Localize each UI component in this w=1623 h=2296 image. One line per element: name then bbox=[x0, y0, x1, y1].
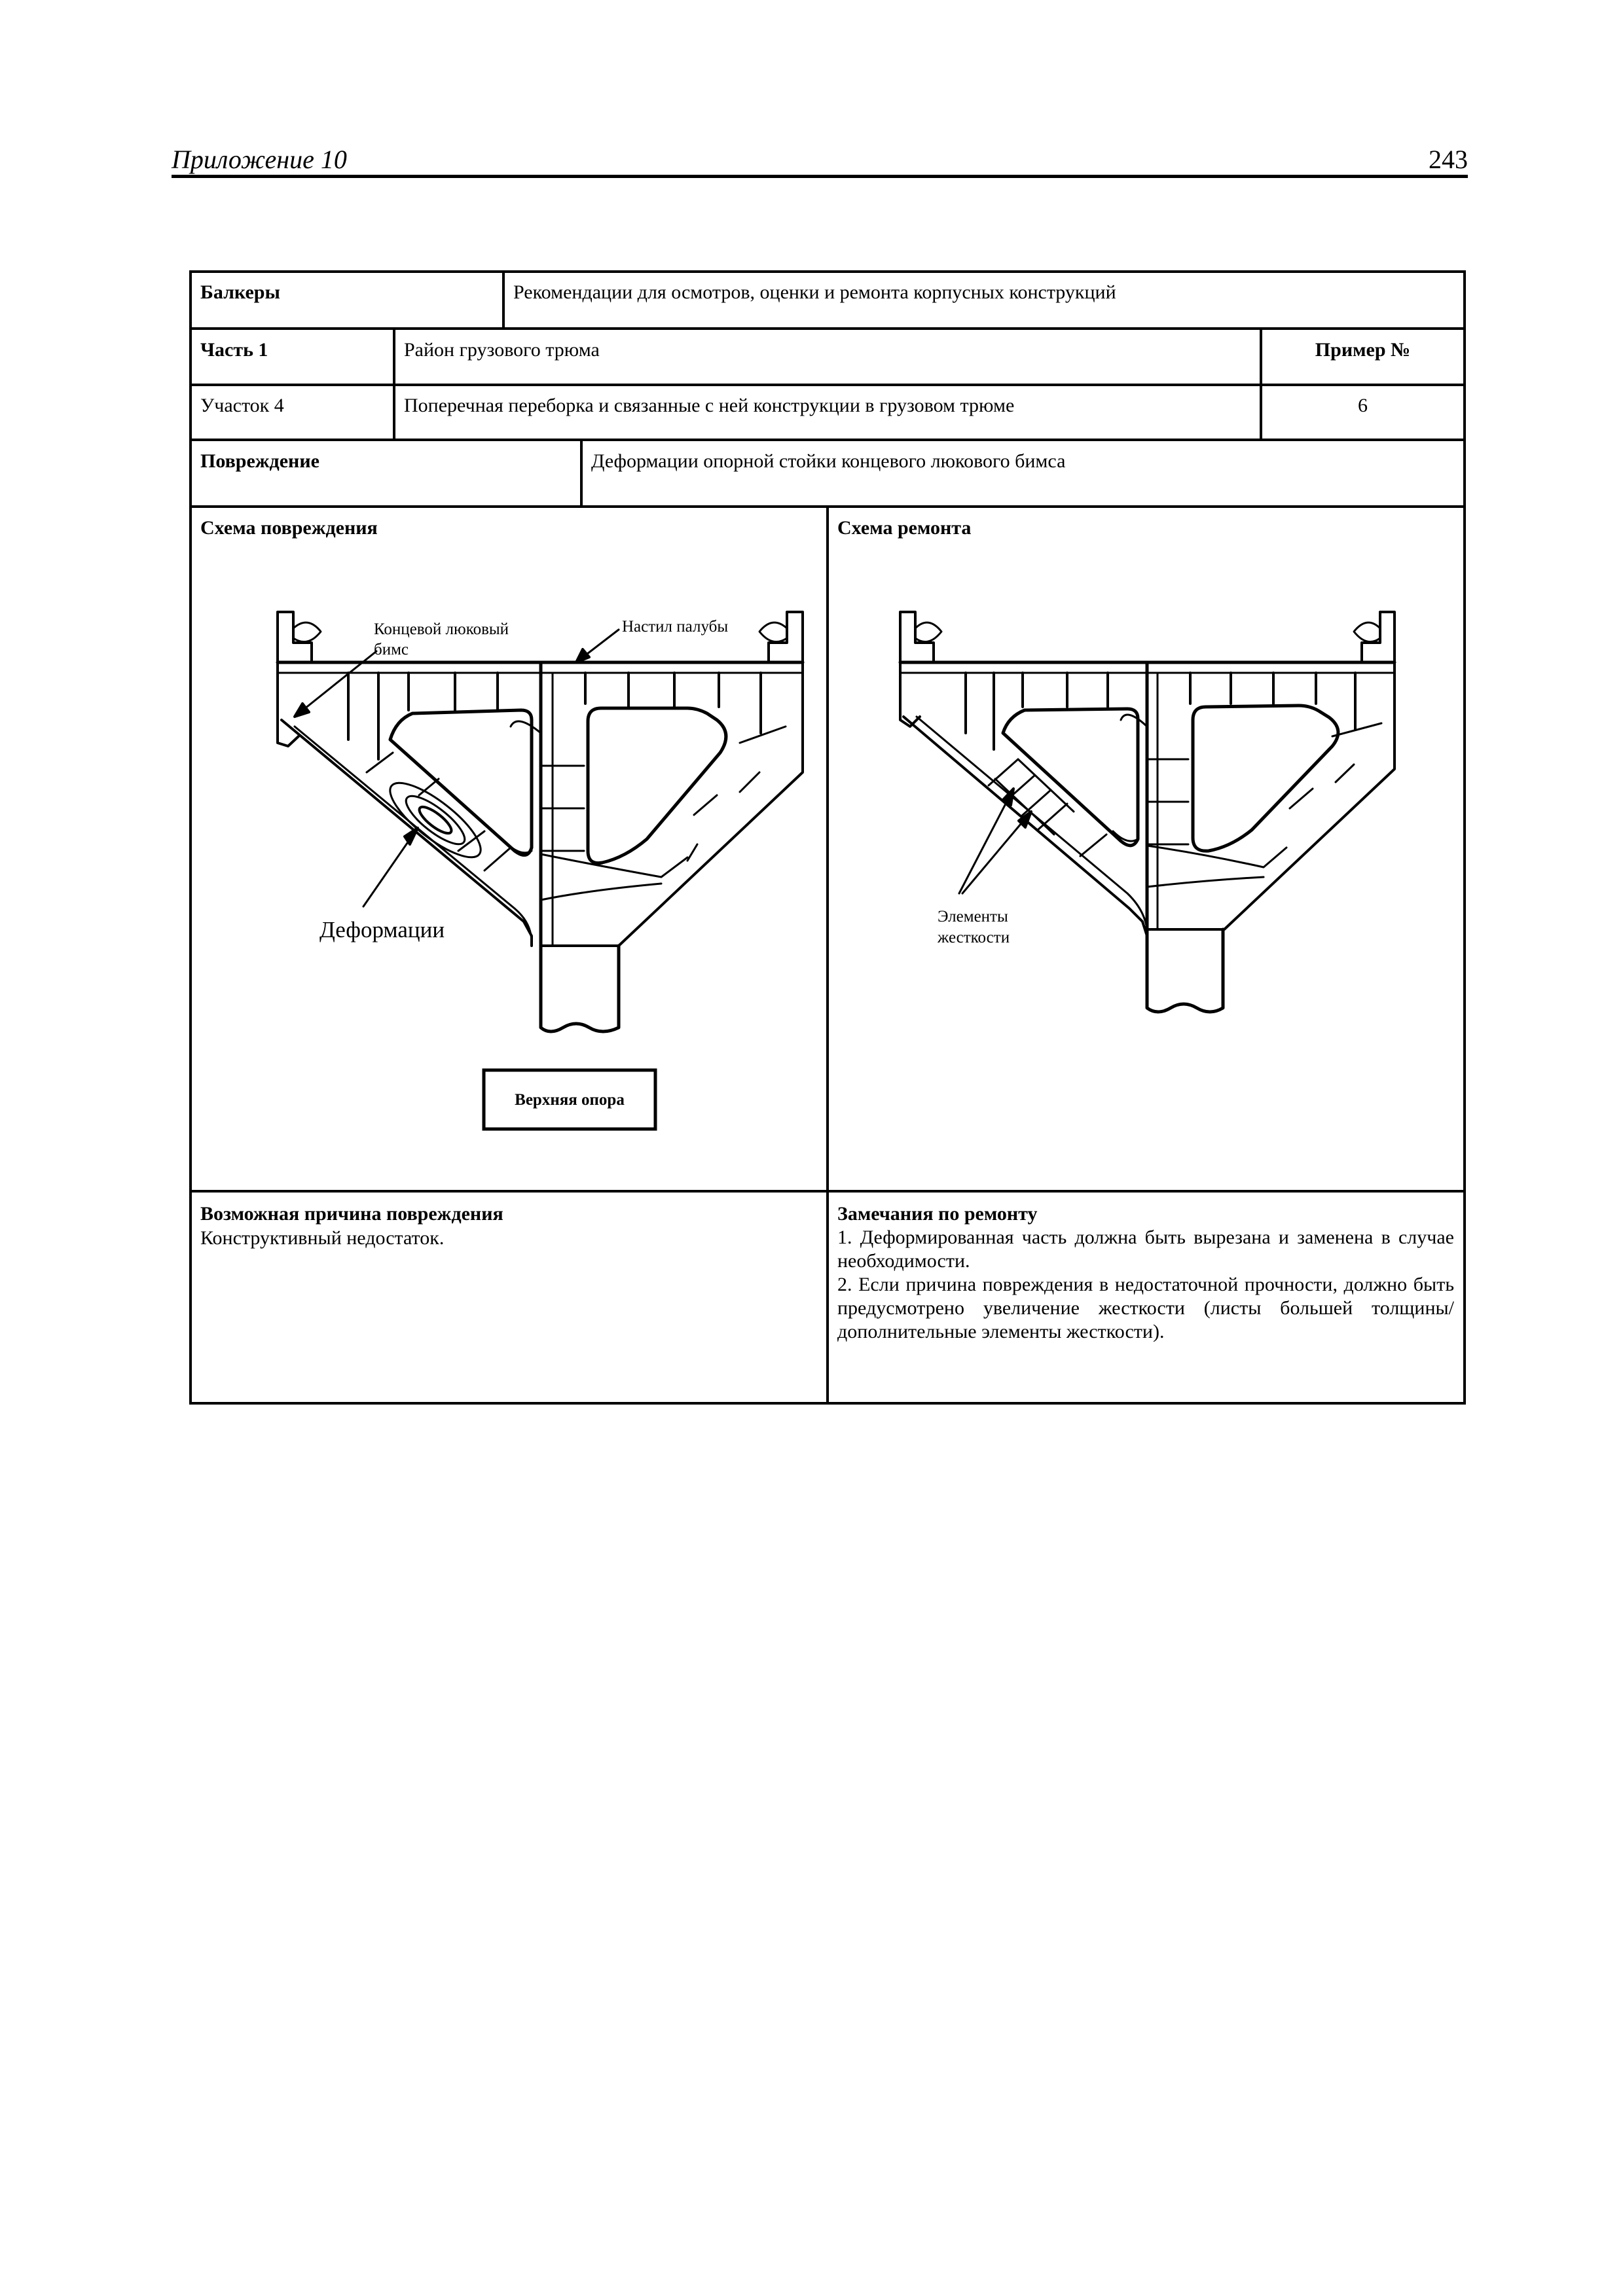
cause-text: Конструктивный недостаток. bbox=[200, 1227, 445, 1249]
label-hatch-beam-1: Концевой люковый bbox=[374, 620, 509, 638]
example-label: Пример № bbox=[1315, 339, 1411, 361]
table-line bbox=[502, 270, 505, 330]
table-line bbox=[189, 270, 192, 1405]
label-stiffeners-2: жесткости bbox=[938, 929, 1010, 946]
row4-value: Деформации опорной стойки концевого люкового бимса bbox=[591, 450, 1066, 472]
table-line bbox=[1463, 270, 1466, 1405]
label-stiffeners-1: Элементы bbox=[938, 908, 1008, 925]
remarks-title: Замечания по ремонту bbox=[837, 1203, 1038, 1225]
table-line bbox=[189, 439, 1466, 441]
cause-title: Возможная причина повреждения bbox=[200, 1203, 503, 1225]
row1-value: Рекомендации для осмотров, оценки и ремонта корпусных конструкций bbox=[513, 281, 1116, 303]
appendix-title: Приложение 10 bbox=[172, 145, 347, 174]
remarks-item-1: 1. Деформированная часть должна быть вырезана и заменена в случае необходимости. bbox=[837, 1227, 1454, 1272]
table-line bbox=[189, 384, 1466, 386]
repair-scheme-title: Схема ремонта bbox=[837, 517, 972, 539]
label-hatch-beam-2: бимс bbox=[374, 641, 409, 658]
remarks-item-2: 2. Если причина повреждения в недостаточной прочности, должно быть предусмотрено увеличение жесткости (листы большей толщины/дополнительные элементы жесткости). bbox=[837, 1274, 1454, 1342]
remarks-text bbox=[837, 1226, 1454, 1344]
damage-scheme-title: Схема повреждения bbox=[200, 517, 378, 539]
table-line bbox=[189, 270, 1466, 273]
page-header bbox=[172, 140, 1468, 178]
label-deck-plating: Настил палубы bbox=[622, 618, 729, 636]
row2-label: Часть 1 bbox=[200, 339, 268, 361]
page-number: 243 bbox=[1429, 145, 1468, 174]
label-upper-support: Верхняя опора bbox=[515, 1091, 625, 1109]
table-line bbox=[393, 327, 395, 441]
row2-value: Район грузового трюма bbox=[404, 339, 600, 361]
row3-label: Участок 4 bbox=[200, 395, 284, 416]
header-rule bbox=[172, 175, 1468, 178]
label-deformations: Деформации bbox=[319, 917, 445, 942]
row1-label: Балкеры bbox=[200, 281, 280, 303]
example-value: 6 bbox=[1358, 395, 1368, 416]
table-line bbox=[189, 327, 1466, 330]
table-line bbox=[580, 439, 583, 508]
row3-value: Поперечная переборка и связанные с ней конструкции в грузовом трюме bbox=[404, 395, 1015, 416]
row4-label: Повреждение bbox=[200, 450, 319, 472]
table-line bbox=[826, 505, 829, 1405]
